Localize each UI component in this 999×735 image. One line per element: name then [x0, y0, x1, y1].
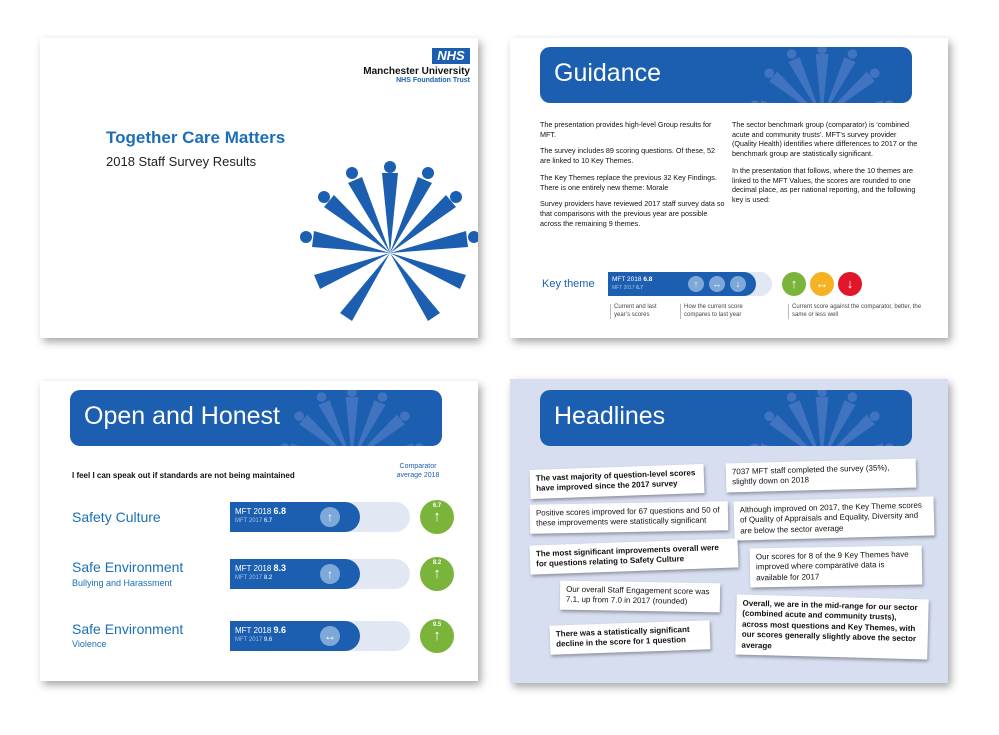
- up-arrow-glyph: ↑: [433, 508, 441, 525]
- key-note-comparator: Current score against the comparator, better, the same or less well: [788, 304, 922, 319]
- previous-label: MFT 2017: [235, 637, 263, 643]
- slide-guidance[interactable]: [510, 38, 948, 338]
- guidance-paragraph: The Key Themes replace the previous 32 Key Findings. There is one entirely new theme: Morale: [540, 172, 717, 192]
- slide1-subtitle: 2018 Staff Survey Results: [106, 154, 257, 169]
- slide-headlines[interactable]: [510, 379, 948, 683]
- current-score: [235, 563, 286, 573]
- guidance-left-column: [540, 120, 726, 235]
- headlines-banner: [540, 390, 912, 446]
- comparator-worse-icon: ↓: [838, 272, 862, 296]
- key-current-label: MFT 2018: [612, 276, 642, 283]
- up-arrow-icon: ↑: [320, 564, 340, 584]
- org-name: Manchester University: [363, 66, 470, 77]
- down-arrow-icon: ↓: [730, 276, 746, 292]
- banner-motif-icon: [742, 47, 902, 103]
- row-title: Safety Culture: [72, 509, 161, 525]
- headline-note: Positive scores improved for 67 questions and 50 of these improvements were statistically significant: [530, 501, 728, 533]
- previous-label: MFT 2017: [235, 575, 263, 581]
- headline-note: 7037 MFT staff completed the survey (35%), slightly down on 2018: [726, 459, 917, 493]
- headlines-title: Headlines: [554, 402, 666, 430]
- score-pill: [230, 559, 410, 589]
- headline-note: The most significant improvements overall were for questions relating to Safety Culture: [530, 538, 739, 574]
- headline-note: Our overall Staff Engagement score was 7.1, up from 7.0 in 2017 (rounded): [560, 581, 720, 613]
- logo-motif-icon: [290, 153, 478, 338]
- guidance-paragraph: The sector benchmark group (comparator) is ‘combined acute and community trusts’. MFT’s survey provider (Quality Health) identifies where differences to 2017 or the benchmark group are statistically significant.: [732, 120, 918, 159]
- up-arrow-glyph: ↑: [433, 565, 441, 582]
- previous-score: [235, 637, 272, 643]
- guidance-right-column: [732, 120, 918, 212]
- left-right-arrow-icon: ↔: [320, 626, 340, 646]
- key-current: [612, 276, 652, 283]
- previous-value: 6.7: [263, 518, 273, 524]
- comparator-better-icon: [420, 557, 454, 591]
- banner-motif-icon: [742, 390, 902, 446]
- key-note-compare: How the current score compares to last year: [680, 304, 762, 319]
- current-value: 9.6: [273, 625, 287, 635]
- current-label: MFT 2018: [235, 564, 272, 573]
- guidance-paragraph: The presentation provides high-level Group results for MFT.: [540, 120, 712, 139]
- headline-note: The vast majority of question-level scores have improved since the 2017 survey: [530, 464, 705, 499]
- score-pill: [230, 502, 410, 532]
- guidance-paragraph: Survey providers have reviewed 2017 staff survey data so that comparisons with the previous year are possible across the remaining 9 themes.: [540, 199, 725, 228]
- guidance-title: Guidance: [554, 59, 662, 87]
- previous-label: MFT 2017: [235, 518, 263, 524]
- key-score-pill: [608, 272, 772, 296]
- headline-note: Although improved on 2017, the Key Theme scores of Quality of Appraisals and Equality, Diversity and are below the sector average: [734, 496, 935, 540]
- row-title: Safe Environment: [72, 621, 184, 637]
- current-score: [235, 506, 286, 516]
- comparator-same-icon: ↔: [810, 272, 834, 296]
- left-right-arrow-icon: ↔: [709, 276, 725, 292]
- comparator-header: Comparator average 2018: [396, 463, 440, 480]
- comparator-value: 9.5: [432, 622, 442, 628]
- org-sub: NHS Foundation Trust: [396, 77, 470, 84]
- survey-question: I feel I can speak out if standards are not being maintained: [72, 471, 295, 480]
- open-honest-banner: [70, 390, 442, 446]
- headline-note: Overall, we are in the mid-range for our sector (combined acute and community trusts), across most questions and Key Themes, with our scores generally slightly above the sector average: [735, 594, 929, 659]
- current-value: 6.8: [273, 506, 287, 516]
- row-subtitle: Violence: [72, 639, 107, 649]
- key-previous: [612, 285, 643, 291]
- nhs-logo: NHS: [432, 48, 470, 64]
- headline-note: Our scores for 8 of the 9 Key Themes have improved where comparative data is available for 2017: [750, 546, 923, 588]
- key-current-value: 6.8: [643, 276, 653, 283]
- guidance-banner: [540, 47, 912, 103]
- current-value: 8.3: [273, 563, 287, 573]
- row-subtitle: Bullying and Harassment: [72, 578, 173, 588]
- score-pill: [230, 621, 410, 651]
- previous-value: 8.2: [263, 575, 273, 581]
- org-name-block: [363, 66, 470, 84]
- headline-note: There was a statistically significant decline in the score for 1 question: [550, 620, 711, 654]
- key-previous-label: MFT 2017: [612, 285, 635, 291]
- open-honest-title: Open and Honest: [84, 402, 280, 430]
- slide-title[interactable]: [40, 38, 478, 338]
- comparator-value: 6.7: [432, 503, 442, 509]
- slide-open-honest[interactable]: [40, 381, 478, 681]
- row-title: Safe Environment: [72, 559, 184, 575]
- slide1-title: Together Care Matters: [106, 128, 286, 147]
- up-arrow-glyph: ↑: [433, 627, 441, 644]
- comparator-value: 8.2: [432, 560, 442, 566]
- current-score: [235, 625, 286, 635]
- key-note-scores: Current and last year’s scores: [610, 304, 674, 319]
- previous-score: [235, 575, 272, 581]
- comparator-better-icon: [420, 619, 454, 653]
- previous-score: [235, 518, 272, 524]
- previous-value: 9.6: [263, 637, 273, 643]
- guidance-paragraph: The survey includes 89 scoring questions. Of these, 52 are linked to 10 Key Themes.: [540, 146, 715, 166]
- comparator-better-icon: [420, 500, 454, 534]
- up-arrow-icon: ↑: [320, 507, 340, 527]
- current-label: MFT 2018: [235, 507, 272, 516]
- banner-motif-icon: [272, 390, 432, 446]
- current-label: MFT 2018: [235, 626, 272, 635]
- guidance-paragraph: In the presentation that follows, where the 10 themes are linked to the MFT Values, the scores are rounded to one decimal place, as per national reporting, and the following key is used:: [732, 165, 916, 205]
- key-label: Key theme: [542, 278, 595, 290]
- comparator-better-icon: ↑: [782, 272, 806, 296]
- up-arrow-icon: ↑: [688, 276, 704, 292]
- key-previous-value: 6.7: [636, 285, 644, 291]
